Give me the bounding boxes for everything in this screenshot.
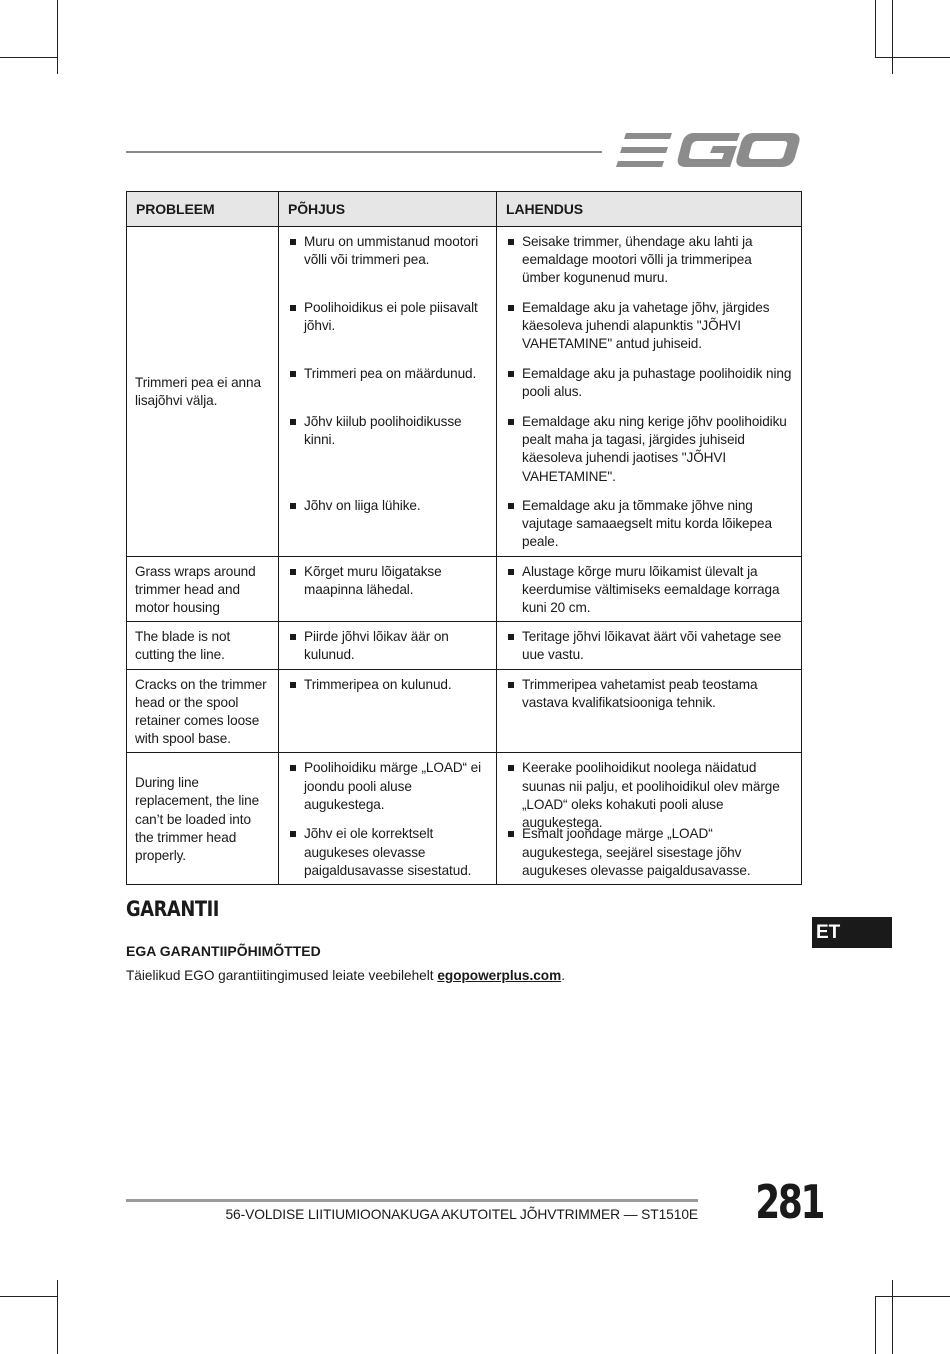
bullet-icon: [508, 569, 514, 575]
warranty-subtitle: EGA GARANTIIPÕHIMÕTTED: [126, 943, 321, 959]
cause-text: Trimmeripea on kulunud.: [304, 676, 452, 692]
solution-item: [505, 676, 793, 712]
cause-text: Piirde jõhvi lõikav äär on kulunud.: [304, 629, 449, 663]
bullet-icon: [508, 634, 514, 640]
bullet-icon: [508, 831, 514, 837]
column-header-cause: PÕHJUS: [279, 192, 497, 227]
crop-mark: [875, 0, 876, 58]
crop-mark: [0, 1296, 58, 1297]
footer-title: 56-VOLDISE LIITIUMIOONAKUGA AKUTOITEL JÕHVTRIMMER — ST1510E: [225, 1207, 698, 1222]
bullet-icon: [290, 765, 296, 771]
table-row: [127, 622, 802, 669]
bullet-icon: [508, 503, 514, 509]
cause-cell: [279, 227, 497, 557]
cause-cell: [279, 669, 497, 753]
table-header-row: [127, 192, 802, 227]
cause-text: Muru on ummistanud mootori võlli või trimmeri pea.: [304, 234, 479, 268]
solution-cell: [497, 227, 802, 557]
solution-text: Eemaldage aku ja puhastage poolihoidik ning pooli alus.: [522, 366, 792, 400]
solution-text: Teritage jõhvi lõikavat äärt või vahetage see uue vastu.: [522, 629, 782, 663]
solution-item: [505, 497, 793, 552]
cause-text: Jõhv on liiga lühike.: [304, 498, 421, 513]
solution-text: Trimmeripea vahetamist peab teostama vastava kvalifikatsiooniga tehnik.: [522, 676, 758, 710]
cause-text: Jõhv ei ole korrektselt augukeses olevasse paigaldusavasse sisestatud.: [304, 826, 472, 878]
cause-item: [287, 233, 488, 288]
column-header-solution: LAHENDUS: [497, 192, 802, 227]
cause-text: Poolihoidikus ei pole piisavalt jõhvi.: [304, 300, 478, 334]
cause-item: [287, 759, 488, 814]
table-row: [127, 556, 802, 622]
cause-item: [287, 676, 488, 694]
table-row: [127, 227, 802, 557]
warranty-link[interactable]: egopowerplus.com: [437, 968, 562, 983]
crop-mark: [875, 57, 950, 58]
bullet-icon: [290, 634, 296, 640]
solution-item: [505, 299, 793, 354]
solution-text: Alustage kõrge muru lõikamist ülevalt ja keerdumise vältimiseks eemaldage korraga kuni 20 cm.: [522, 563, 780, 616]
solution-text: Eemaldage aku ning kerige jõhv poolihoidiku pealt maha ja tagasi, järgides juhiseid käesoleva juhendi jaotises "JÕHVI VAHETAMINE".: [522, 414, 787, 484]
bullet-icon: [508, 682, 514, 688]
language-tab: ET: [812, 917, 892, 948]
cause-item: [287, 825, 488, 880]
section-title-warranty: GARANTII: [126, 897, 220, 921]
crop-mark: [0, 57, 58, 58]
solution-item: [505, 413, 793, 486]
bullet-icon: [508, 239, 514, 245]
bullet-icon: [290, 831, 296, 837]
cause-item: [287, 413, 488, 486]
column-header-problem: PROBLEEM: [127, 192, 279, 227]
cause-item: [287, 365, 488, 402]
solution-text: Esmalt joondage märge „LOAD“ augukestega, seejärel sisestage jõhv augukeses olevasse paigaldusavasse.: [522, 826, 751, 878]
table-row: [127, 669, 802, 753]
bullet-icon: [508, 765, 514, 771]
bullet-icon: [290, 239, 296, 245]
header-rule: [126, 151, 602, 153]
cause-item: [287, 299, 488, 354]
troubleshooting-table: [126, 191, 802, 885]
solution-cell: [497, 753, 802, 885]
bullet-icon: [508, 419, 514, 425]
cause-text: Jõhv kiilub poolihoidikusse kinni.: [304, 414, 462, 448]
problem-cell: Cracks on the trimmer head or the spool retainer comes loose with spool base.: [127, 669, 279, 753]
solution-cell: [497, 669, 802, 753]
problem-cell: Trimmeri pea ei anna lisajõhvi välja.: [127, 227, 279, 557]
crop-mark: [892, 1280, 893, 1354]
crop-mark: [57, 0, 58, 74]
ego-logo: [616, 128, 800, 172]
solution-item: [505, 825, 793, 880]
solution-text: Eemaldage aku ja vahetage jõhv, järgides käesoleva juhendi alapunktis "JÕHVI VAHETAMINE" antud juhiseid.: [522, 300, 770, 352]
cause-cell: [279, 753, 497, 885]
cause-text: Trimmeri pea on määrdunud.: [304, 366, 477, 381]
solution-text: Seisake trimmer, ühendage aku lahti ja eemaldage mootori võlli ja trimmeripea ümber kogunenud muru.: [522, 234, 753, 286]
solution-text: Keerake poolihoidikut noolega näidatud suunas nii palju, et poolihoidikul olev märge „LOAD“ oleks kohakuti pooli aluse augukestega.: [522, 760, 780, 831]
cause-item: [287, 563, 488, 599]
bullet-icon: [290, 305, 296, 311]
problem-cell: The blade is not cutting the line.: [127, 622, 279, 669]
crop-mark: [875, 1296, 876, 1354]
solution-item: [505, 233, 793, 288]
solution-cell: [497, 622, 802, 669]
table-row: [127, 753, 802, 885]
bullet-icon: [508, 305, 514, 311]
solution-cell: [497, 556, 802, 622]
warranty-text: Täielikud EGO garantiitingimused leiate veebilehelt: [126, 968, 438, 983]
cause-text: Poolihoidiku märge „LOAD“ ei joondu pooli aluse augukestega.: [304, 760, 482, 812]
cause-cell: [279, 556, 497, 622]
crop-mark: [57, 1280, 58, 1354]
problem-cell: During line replacement, the line can’t be loaded into the trimmer head properly.: [127, 753, 279, 885]
bullet-icon: [508, 371, 514, 377]
crop-mark: [875, 1296, 950, 1297]
warranty-text-end: .: [561, 968, 565, 983]
cause-item: [287, 497, 488, 515]
bullet-icon: [290, 371, 296, 377]
cause-cell: [279, 622, 497, 669]
footer-rule: [126, 1199, 698, 1202]
warranty-paragraph: [126, 968, 565, 983]
cause-item: [287, 628, 488, 664]
problem-cell: Grass wraps around trimmer head and motor housing: [127, 556, 279, 622]
solution-item: [505, 759, 793, 831]
crop-mark: [892, 0, 893, 74]
bullet-icon: [290, 503, 296, 509]
solution-item: [505, 628, 793, 664]
bullet-icon: [290, 682, 296, 688]
bullet-icon: [290, 419, 296, 425]
page-number: 281: [755, 1175, 824, 1229]
solution-item: [505, 563, 793, 618]
solution-text: Eemaldage aku ja tõmmake jõhve ning vajutage samaaegselt mitu korda lõikepea peale.: [522, 498, 772, 550]
cause-text: Kõrget muru lõigatakse maapinna lähedal.: [304, 563, 442, 597]
bullet-icon: [290, 569, 296, 575]
solution-item: [505, 365, 793, 402]
